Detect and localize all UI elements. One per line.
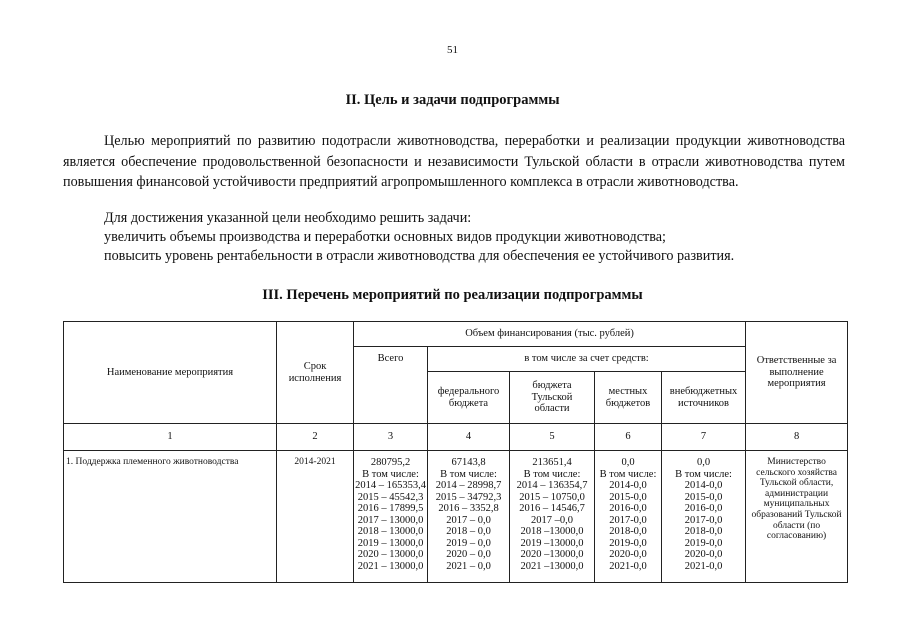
header-total: Всего	[354, 347, 428, 424]
header-including: в том числе за счет средств:	[428, 347, 746, 372]
activities-table	[63, 321, 848, 583]
row-federal: 67143,8 В том числе: 2014 – 28998,7 2015 – 34792,3 2016 – 3352,8 2017 – 0,0 2018 – 0,0 2019 – 0,0 2020 – 0,0 2021 – 0,0	[428, 451, 510, 583]
header-responsible: Ответственные за выполнение мероприятия	[746, 322, 848, 424]
col-num-2: 2	[277, 424, 354, 451]
header-regional: бюджета Тульской области	[510, 372, 595, 424]
section-2-title: II. Цель и задачи подпрограммы	[345, 92, 560, 108]
goal-paragraph: Целью мероприятий по развитию подотрасли животноводства, переработки и реализации продукции животноводства является обеспечение продовольственной безопасности и независимости Тульской области в отрасли животноводства путем повышения финансовой устойчивости предприятий агропромышленного комплекса в отрасли животноводства.	[63, 133, 845, 190]
task-2: повысить уровень рентабельности в отрасли животноводства для обеспечения ее устойчивого развития.	[104, 248, 735, 264]
header-local: местных бюджетов	[595, 372, 662, 424]
col-num-3: 3	[354, 424, 428, 451]
section-3-title: III. Перечень мероприятий по реализации подпрограммы	[262, 287, 643, 303]
header-name: Наименование мероприятия	[64, 322, 277, 424]
col-num-7: 7	[662, 424, 746, 451]
header-federal: федерального бюджета	[428, 372, 510, 424]
row-total: 280795,2 В том числе: 2014 – 165353,4 2015 – 45542,3 2016 – 17899,5 2017 – 13000,0 2018 – 13000,0 2019 – 13000,0 2020 – 13000,0 2021 – 13000,0	[354, 451, 428, 583]
header-extra: внебюджетных источников	[662, 372, 746, 424]
header-term: Срок исполнения	[277, 322, 354, 424]
tasks-intro: Для достижения указанной цели необходимо решить задачи:	[104, 210, 472, 226]
task-1: увеличить объемы производства и переработки основных видов продукции животноводства;	[104, 229, 666, 245]
col-num-6: 6	[595, 424, 662, 451]
row-term: 2014-2021	[277, 451, 354, 583]
page-number: 51	[447, 44, 458, 56]
row-name: 1. Поддержка племенного животноводства	[64, 451, 277, 583]
row-regional: 213651,4 В том числе: 2014 – 136354,7 2015 – 10750,0 2016 – 14546,7 2017 –0,0 2018 –13000,0 2019 –13000,0 2020 –13000,0 2021 –13000,0	[510, 451, 595, 583]
row-local: 0,0 В том числе: 2014-0,0 2015-0,0 2016-0,0 2017-0,0 2018-0,0 2019-0,0 2020-0,0 2021-0,0	[595, 451, 662, 583]
col-num-5: 5	[510, 424, 595, 451]
row-extra: 0,0 В том числе: 2014-0,0 2015-0,0 2016-0,0 2017-0,0 2018-0,0 2019-0,0 2020-0,0 2021-0,0	[662, 451, 746, 583]
header-funding: Объем финансирования (тыс. рублей)	[354, 322, 746, 347]
col-num-1: 1	[64, 424, 277, 451]
row-responsible: Министерство сельского хозяйства Тульской области, администрации муниципальных образований Тульской области (по согласованию)	[746, 451, 848, 583]
col-num-4: 4	[428, 424, 510, 451]
col-num-8: 8	[746, 424, 848, 451]
